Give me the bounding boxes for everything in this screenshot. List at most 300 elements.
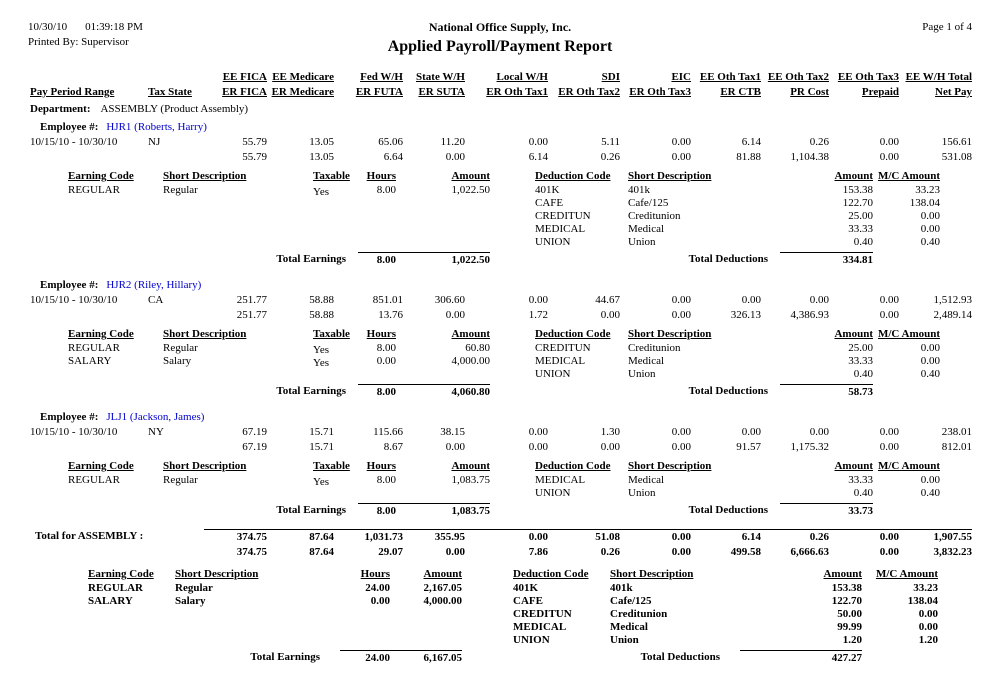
ee-tax-value: 851.01	[372, 294, 403, 306]
column-header-ee: EIC	[671, 71, 691, 83]
earnings-list	[28, 184, 490, 197]
earnings-deductions-lists	[28, 184, 972, 249]
department-total-ee-value: 0.26	[761, 529, 829, 545]
earning-description: Regular	[163, 342, 198, 354]
deduction-description: Creditunion	[628, 342, 681, 354]
ee-tax-value: 44.67	[595, 294, 620, 306]
deduction-amount: 0.40	[853, 487, 873, 499]
summary-deduction-description: Medical	[610, 621, 648, 633]
deduction-amount: 153.38	[842, 184, 873, 196]
summary-totals-row	[28, 650, 972, 666]
summary-deduction-code: CAFE	[513, 595, 543, 607]
department-total-section	[28, 529, 972, 666]
column-header-ee: EE Oth Tax3	[837, 71, 899, 83]
ee-tax-value: 0.00	[879, 294, 899, 306]
department-total-ee-value: 0.00	[829, 529, 899, 545]
amount-header: Amount	[423, 568, 462, 580]
summary-deduction-mc-amount: 33.23	[913, 582, 938, 594]
er-tax-value: 0.00	[671, 441, 691, 453]
short-description-header: Short Description	[163, 170, 247, 182]
column-header-ee: Local W/H	[496, 71, 548, 83]
summary-earning-amount: 4,000.00	[423, 595, 462, 607]
deduction-code: CREDITUN	[535, 342, 591, 354]
department-total-er-row	[28, 545, 972, 560]
er-tax-value: 67.19	[242, 441, 267, 453]
department-total-ee-value: 355.95	[403, 529, 465, 545]
pay-period-range: 10/15/10 - 10/30/10	[30, 294, 118, 306]
er-tax-value: 55.79	[242, 151, 267, 163]
summary-deduction-amount: 122.70	[831, 595, 862, 607]
ee-tax-value: 0.00	[671, 294, 691, 306]
mc-amount-header: M/C Amount	[877, 460, 940, 472]
taxable-header: Taxable	[313, 328, 350, 340]
department-total-ee-value: 0.00	[620, 529, 691, 545]
summary-deduction-amount: 1.20	[842, 634, 862, 646]
deduction-amount: 122.70	[842, 197, 873, 209]
ee-tax-value: 0.00	[741, 294, 761, 306]
earnings-list	[28, 342, 490, 368]
total-earnings-amount: 4,060.80	[396, 384, 490, 400]
ee-tax-value: 238.01	[941, 426, 972, 438]
ee-tax-value: 0.00	[879, 136, 899, 148]
mc-amount-header: M/C Amount	[877, 170, 940, 182]
short-description-header: Short Description	[628, 170, 712, 182]
deduction-description: Medical	[628, 223, 665, 235]
column-header-er: Prepaid	[861, 86, 899, 98]
employee-sections	[28, 120, 972, 519]
summary-deduction-description: 401k	[610, 582, 633, 594]
deduction-description: Cafe/125	[628, 197, 669, 209]
deduction-code-header: Deduction Code	[535, 460, 611, 472]
deductions-list	[490, 342, 940, 381]
er-tax-value: 58.88	[309, 309, 334, 321]
deduction-code: MEDICAL	[535, 223, 586, 235]
earning-taxable: Yes	[313, 357, 330, 369]
report-title: Applied Payroll/Payment Report	[387, 38, 613, 55]
ee-tax-value: 0.00	[528, 426, 548, 438]
deduction-mc-amount: 138.04	[909, 197, 940, 209]
earning-code-header: Earning Code	[68, 170, 134, 182]
taxable-header: Taxable	[313, 170, 350, 182]
department-total-er-value: 374.75	[236, 546, 267, 558]
deduction-code-header: Deduction Code	[535, 170, 611, 182]
deduction-amount: 33.33	[848, 474, 873, 486]
deduction-mc-amount: 0.00	[920, 474, 940, 486]
earning-amount: 60.80	[465, 342, 490, 354]
summary-deduction-mc-amount: 1.20	[918, 634, 938, 646]
total-deductions-amount: 334.81	[780, 252, 873, 268]
hours-header: Hours	[366, 328, 396, 340]
er-tax-value: 1.72	[528, 309, 548, 321]
deduction-code: 401K	[535, 184, 560, 196]
total-earnings-amount: 1,083.75	[396, 503, 490, 519]
earning-code: REGULAR	[68, 184, 120, 196]
deduction-amount: 25.00	[848, 210, 873, 222]
amount-header: Amount	[834, 460, 873, 472]
pay-period-range: 10/15/10 - 10/30/10	[30, 136, 118, 148]
total-deductions-label: Total Deductions	[640, 651, 720, 663]
er-tax-value: 1,104.38	[790, 151, 829, 163]
column-header-ee: EE FICA	[222, 71, 267, 83]
earning-amount: 1,022.50	[451, 184, 490, 196]
earnings-deductions-lists	[28, 342, 972, 381]
deduction-mc-amount: 0.00	[920, 210, 940, 222]
summary-earnings-list	[28, 582, 462, 608]
deduction-code: CAFE	[535, 197, 564, 209]
department-total-er-value: 0.00	[671, 546, 691, 558]
er-tax-value: 15.71	[309, 441, 334, 453]
amount-header: Amount	[823, 568, 862, 580]
er-tax-value: 0.00	[879, 151, 899, 163]
department-total-er-value: 87.64	[309, 546, 334, 558]
department-total-ee-row	[28, 529, 972, 545]
employee-label: Employee #:	[40, 121, 99, 133]
employee-header	[28, 278, 972, 293]
ee-tax-value: 0.00	[741, 426, 761, 438]
total-earnings-hours: 8.00	[358, 503, 396, 519]
summary-deduction-code: CREDITUN	[513, 608, 572, 620]
summary-deduction-amount: 99.99	[837, 621, 862, 633]
er-tax-value: 812.01	[941, 441, 972, 453]
deduction-mc-amount: 0.00	[920, 342, 940, 354]
department-total-label: Total for ASSEMBLY :	[35, 530, 144, 542]
column-header-row-1	[28, 70, 972, 85]
deduction-description: Union	[628, 236, 656, 248]
earning-description: Salary	[163, 355, 192, 367]
employee-er-tax-row	[28, 440, 972, 455]
er-tax-value: 91.57	[736, 441, 761, 453]
er-tax-value: 81.88	[736, 151, 761, 163]
summary-deduction-mc-amount: 0.00	[918, 621, 938, 633]
employee-ee-tax-row	[28, 135, 972, 150]
tax-state: NJ	[148, 136, 161, 148]
deduction-amount: 0.40	[853, 236, 873, 248]
ee-tax-value: 251.77	[236, 294, 267, 306]
earning-hours: 8.00	[376, 184, 396, 196]
column-header-er: Net Pay	[935, 86, 972, 98]
header-line-1	[28, 20, 972, 35]
tax-state: NY	[148, 426, 164, 438]
deductions-list	[490, 474, 940, 500]
hours-header: Hours	[360, 568, 390, 580]
column-header-tax-state: Tax State	[148, 86, 192, 98]
department-total-er-value: 6,666.63	[790, 546, 829, 558]
department-total-ee-value: 87.64	[267, 529, 334, 545]
summary-headers	[28, 567, 972, 582]
ee-tax-value: 58.88	[309, 294, 334, 306]
tax-state: CA	[148, 294, 164, 306]
deduction-code-header: Deduction Code	[535, 328, 611, 340]
ee-tax-value: 0.26	[809, 136, 829, 148]
deductions-list	[490, 184, 940, 249]
amount-header: Amount	[834, 170, 873, 182]
summary-lists	[28, 582, 972, 647]
department-total-ee-value: 0.00	[465, 529, 548, 545]
column-header-ee: SDI	[601, 71, 620, 83]
deduction-code: MEDICAL	[535, 474, 586, 486]
deduction-code: UNION	[535, 236, 571, 248]
er-tax-value: 251.77	[236, 309, 267, 321]
department-total-ee-value: 51.08	[548, 529, 620, 545]
earnings-list	[28, 474, 490, 487]
earning-description: Regular	[163, 184, 198, 196]
summary-total-amount: 6,167.05	[390, 650, 462, 666]
amount-header: Amount	[451, 170, 490, 182]
column-header-er: ER FUTA	[355, 86, 403, 98]
employee-label: Employee #:	[40, 411, 99, 423]
ee-tax-value: 5.11	[601, 136, 620, 148]
er-tax-value: 6.14	[528, 151, 548, 163]
total-deductions-amount: 33.73	[780, 503, 873, 519]
er-tax-value: 0.26	[600, 151, 620, 163]
column-header-er: ER FICA	[222, 86, 267, 98]
er-tax-value: 0.00	[600, 441, 620, 453]
ee-tax-value: 11.20	[440, 136, 465, 148]
deduction-amount: 0.40	[853, 368, 873, 380]
er-tax-value: 4,386.93	[790, 309, 829, 321]
taxable-header: Taxable	[313, 460, 350, 472]
er-tax-value: 0.00	[879, 441, 899, 453]
deduction-mc-amount: 0.00	[920, 355, 940, 367]
department-total-er-value: 7.86	[528, 546, 548, 558]
deduction-code: MEDICAL	[535, 355, 586, 367]
deduction-description: Medical	[628, 474, 665, 486]
header-line-2	[28, 35, 972, 57]
earning-hours: 8.00	[376, 342, 396, 354]
total-earnings-label: Total Earnings	[276, 385, 346, 397]
summary-earning-code: SALARY	[88, 595, 133, 607]
er-tax-value: 0.00	[445, 441, 465, 453]
earning-code: REGULAR	[68, 474, 120, 486]
employee-er-tax-row	[28, 150, 972, 165]
summary-deduction-amount: 50.00	[837, 608, 862, 620]
department-total-er-value: 499.58	[730, 546, 761, 558]
er-tax-value: 0.00	[445, 309, 465, 321]
ee-tax-value: 55.79	[242, 136, 267, 148]
summary-earning-description: Salary	[175, 595, 206, 607]
amount-header: Amount	[451, 460, 490, 472]
summary-total-deductions: 427.27	[740, 650, 862, 666]
department-total-er-value: 3,832.23	[933, 546, 972, 558]
earning-taxable: Yes	[313, 186, 330, 198]
summary-deduction-description: Cafe/125	[610, 595, 652, 607]
employee-header	[28, 410, 972, 425]
summary-deduction-description: Union	[610, 634, 639, 646]
column-header-er: ER Oth Tax1	[486, 86, 548, 98]
employee-id-name: HJR2 (Riley, Hillary)	[106, 279, 202, 291]
earning-deduction-headers	[28, 459, 972, 474]
department-total-er-value: 0.00	[879, 546, 899, 558]
employee-id-name: HJR1 (Roberts, Harry)	[106, 121, 207, 133]
employee-id-name: JLJ1 (Jackson, James)	[106, 411, 205, 423]
short-description-header: Short Description	[163, 328, 247, 340]
earning-amount: 4,000.00	[451, 355, 490, 367]
total-earnings-hours: 8.00	[358, 384, 396, 400]
total-earnings-label: Total Earnings	[276, 253, 346, 265]
er-tax-value: 0.00	[671, 151, 691, 163]
company-name: National Office Supply, Inc.	[428, 20, 572, 34]
deduction-mc-amount: 0.40	[920, 487, 940, 499]
summary-earning-code: REGULAR	[88, 582, 144, 594]
summary-deduction-code: MEDICAL	[513, 621, 567, 633]
column-header-ee: Fed W/H	[360, 71, 403, 83]
deduction-mc-amount: 0.40	[920, 236, 940, 248]
deduction-description: Union	[628, 487, 656, 499]
er-tax-value: 0.00	[879, 309, 899, 321]
er-tax-value: 326.13	[730, 309, 761, 321]
employee-ee-tax-row	[28, 425, 972, 440]
deduction-mc-amount: 0.00	[920, 223, 940, 235]
total-deductions-label: Total Deductions	[688, 504, 768, 516]
er-tax-value: 6.64	[383, 151, 403, 163]
ee-tax-value: 0.00	[809, 294, 829, 306]
summary-deduction-code: 401K	[513, 582, 539, 594]
column-header-ee: State W/H	[416, 71, 465, 83]
deduction-code: CREDITUN	[535, 210, 591, 222]
ee-tax-value: 0.00	[879, 426, 899, 438]
total-earnings-hours: 8.00	[358, 252, 396, 268]
column-header-er: ER Oth Tax2	[558, 86, 620, 98]
column-header-ee: EE Medicare	[272, 71, 334, 83]
employee-header	[28, 120, 972, 135]
ee-tax-value: 0.00	[671, 426, 691, 438]
summary-earning-hours: 0.00	[370, 595, 390, 607]
total-deductions-label: Total Deductions	[688, 385, 768, 397]
earning-code: SALARY	[68, 355, 112, 367]
employee-section	[28, 120, 972, 268]
ee-tax-value: 0.00	[528, 136, 548, 148]
deduction-description: Union	[628, 368, 656, 380]
column-header-ee: EE W/H Total	[905, 71, 972, 83]
deduction-code-header: Deduction Code	[513, 568, 589, 580]
deduction-mc-amount: 0.40	[920, 368, 940, 380]
column-header-ee: EE Oth Tax1	[699, 71, 761, 83]
employee-section	[28, 278, 972, 400]
earning-code-header: Earning Code	[68, 328, 134, 340]
department-total-ee-value: 6.14	[691, 529, 761, 545]
short-description-header: Short Description	[628, 460, 712, 472]
earning-amount: 1,083.75	[451, 474, 490, 486]
deduction-amount: 25.00	[848, 342, 873, 354]
employee-section	[28, 410, 972, 519]
hours-header: Hours	[366, 460, 396, 472]
total-earnings-label: Total Earnings	[250, 651, 320, 663]
amount-header: Amount	[834, 328, 873, 340]
total-earnings-amount: 1,022.50	[396, 252, 490, 268]
pay-period-range: 10/15/10 - 10/30/10	[30, 426, 118, 438]
department-label: Department:	[30, 103, 91, 115]
deduction-description: Creditunion	[628, 210, 681, 222]
earning-taxable: Yes	[313, 476, 330, 488]
ee-tax-value: 1.30	[600, 426, 620, 438]
er-tax-value: 1,175.32	[790, 441, 829, 453]
page-indicator: Page 1 of 4	[922, 21, 972, 33]
department-total-er-value: 29.07	[378, 546, 403, 558]
mc-amount-header: M/C Amount	[877, 328, 940, 340]
employee-er-tax-row	[28, 308, 972, 323]
ee-tax-value: 65.06	[378, 136, 403, 148]
ee-tax-value: 1,512.93	[933, 294, 972, 306]
summary-deduction-code: UNION	[513, 634, 550, 646]
er-tax-value: 0.00	[600, 309, 620, 321]
earning-code-header: Earning Code	[68, 460, 134, 472]
summary-deduction-amount: 153.38	[831, 582, 862, 594]
summary-total-hours: 24.00	[340, 650, 390, 666]
department-row	[28, 102, 972, 117]
printed-by: Printed By: Supervisor	[28, 36, 129, 48]
earning-hours: 8.00	[376, 474, 396, 486]
er-tax-value: 2,489.14	[933, 309, 972, 321]
department-value: ASSEMBLY (Product Assembly)	[100, 103, 249, 115]
column-header-er: ER Oth Tax3	[629, 86, 691, 98]
summary-deduction-description: Creditunion	[610, 608, 668, 620]
ee-tax-value: 13.05	[309, 136, 334, 148]
earning-taxable: Yes	[313, 344, 330, 356]
column-header-ee: EE Oth Tax2	[767, 71, 829, 83]
summary-deduction-mc-amount: 0.00	[918, 608, 938, 620]
ee-tax-value: 0.00	[671, 136, 691, 148]
er-tax-value: 0.00	[671, 309, 691, 321]
print-datetime	[28, 20, 258, 35]
ee-tax-value: 6.14	[741, 136, 761, 148]
employee-ee-tax-row	[28, 293, 972, 308]
earnings-deductions-lists	[28, 474, 972, 500]
employee-totals-row	[28, 252, 972, 268]
employee-label: Employee #:	[40, 279, 99, 291]
column-header-row-2	[28, 85, 972, 100]
department-total-er-value: 0.26	[600, 546, 620, 558]
er-tax-value: 0.00	[528, 441, 548, 453]
department-total-ee-value: 374.75	[204, 529, 267, 545]
total-deductions-amount: 58.73	[780, 384, 873, 400]
short-description-header: Short Description	[175, 568, 259, 580]
short-description-header: Short Description	[163, 460, 247, 472]
deduction-code: UNION	[535, 368, 571, 380]
total-deductions-label: Total Deductions	[688, 253, 768, 265]
amount-header: Amount	[451, 328, 490, 340]
employee-totals-row	[28, 503, 972, 519]
er-tax-value: 0.00	[445, 151, 465, 163]
summary-earning-hours: 24.00	[365, 582, 390, 594]
er-tax-value: 13.76	[378, 309, 403, 321]
department-total-er-value: 0.00	[445, 546, 465, 558]
ee-tax-value: 115.66	[373, 426, 403, 438]
column-header-er: ER Medicare	[271, 86, 334, 98]
column-header-pay-period-range: Pay Period Range	[30, 86, 115, 98]
report-header	[28, 20, 972, 57]
department-total-ee-value: 1,907.55	[899, 529, 972, 545]
er-tax-value: 8.67	[383, 441, 403, 453]
print-time: 01:39:18 PM	[85, 21, 143, 33]
department-total-ee-value: 1,031.73	[334, 529, 403, 545]
column-header-er: ER CTB	[720, 86, 761, 98]
er-tax-value: 531.08	[941, 151, 972, 163]
summary-deduction-mc-amount: 138.04	[907, 595, 938, 607]
deduction-description: 401k	[628, 184, 650, 196]
deduction-amount: 33.33	[848, 355, 873, 367]
earning-deduction-headers	[28, 169, 972, 184]
earning-code-header: Earning Code	[88, 568, 154, 580]
ee-tax-value: 0.00	[528, 294, 548, 306]
deduction-amount: 33.33	[848, 223, 873, 235]
deduction-mc-amount: 33.23	[915, 184, 940, 196]
ee-tax-value: 38.15	[440, 426, 465, 438]
hours-header: Hours	[366, 170, 396, 182]
ee-tax-value: 15.71	[309, 426, 334, 438]
employee-totals-row	[28, 384, 972, 400]
mc-amount-header: M/C Amount	[875, 568, 938, 580]
summary-deductions-list	[462, 582, 938, 647]
